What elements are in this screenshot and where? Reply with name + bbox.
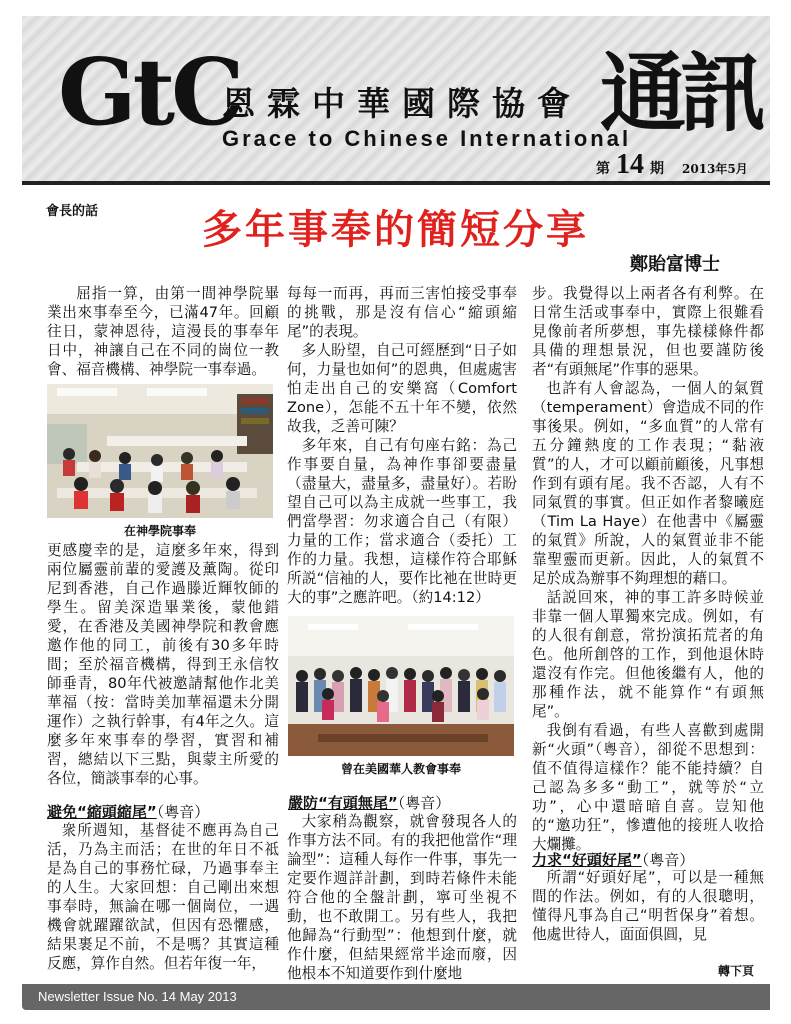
subheading-2 xyxy=(288,792,450,813)
article-headline: 多年事奉的簡短分享 xyxy=(202,207,589,253)
subheading-1 xyxy=(47,801,209,822)
seminary-classroom-photo-illustration xyxy=(47,384,273,518)
column-2-bottom xyxy=(287,812,517,983)
organization-chinese-name: 恩霖中華國際協會 xyxy=(222,84,582,123)
subheading-3-title: 力求“好頭好尾” xyxy=(532,851,642,869)
footer-bar xyxy=(22,984,770,1010)
continued-label: 轉下頁 xyxy=(718,964,755,978)
paragraph: 話説回來，神的事工許多時候並非靠一個人單獨來完成。例如，有的人很有創意，常扮演拓荒者的角色。他所創啓的工作，到他退休時還沒有作完。但他後繼有人，他的那種作法，就不能算作“有頭無尾”。 xyxy=(532,589,764,720)
column-1-bottom xyxy=(47,821,279,973)
organization-english-name: Grace to Chinese International xyxy=(222,126,632,151)
issue-date: 2013年5月 xyxy=(682,162,748,176)
paragraph: 衆所週知，基督徒不應再為自己活，乃為主而活；在世的年日不祗是為自己的事務忙碌，乃過事奉主的人生。大家回想：自己剛出來想事奉時，無論在哪一個崗位，一遇機會就躍躍欲試，但因有恐懼感，結果裹足不前，不是嗎？其實這種反應，算作自然。但若年復一年， xyxy=(47,822,279,972)
subheading-3-note: （粵音） xyxy=(641,851,695,869)
issue-prefix: 第 xyxy=(596,161,610,177)
church-group-photo xyxy=(288,616,514,756)
column-1-lower xyxy=(47,541,279,788)
subheading-1-title: 避免“縮頭縮尾” xyxy=(47,803,157,821)
subheading-2-title: 嚴防“有頭無尾” xyxy=(288,794,398,812)
paragraph: 更感慶幸的是，這麼多年來，得到兩位屬靈前輩的愛護及薰陶。從印尼到香港，自己作過滕近輝牧師的學生。留美深造畢業後，蒙他錯愛，在香港及美國神學院和教會應邀作他的同工，前後有30多年時間；至於福音機構，得到王永信牧師垂青，80年代被邀請幫他作北美華福（按：當時美加華福還未分開運作）之執行幹事，有4年之久。這麼多年來事奉的學習，實習和補習，總結以下三點，與蒙主所愛的各位，簡談事奉的心事。 xyxy=(47,542,279,787)
newsletter-title: 通訊 xyxy=(600,43,760,144)
subheading-3 xyxy=(532,849,694,870)
paragraph: 多年來，自己有句座右銘：為己作事要自量，為神作事卻要盡量（盡量大，盡量多，盡量好）。若盼望自己可以為主成就一些事工，我們當學習：勿求適合自己（有限）力量的工作；當求適合（委托）工作的力量。我想，這樣作符合耶穌所説“信袖的人，要作比衪在世時更大的事”之應許吧。（約14:12） xyxy=(287,437,517,606)
column-3-bottom xyxy=(532,868,764,944)
paragraph: 大家稍為觀察，就會發現各人的作事方法不同。有的我把他當作“理論型”：這種人每作一件事，事先一定要作週詳計劃，到時若條件未能符合他的全盤計劃，寧可坐視不動，也不敢開工。另有些人，我把他歸為“行動型”：他想到什麼，就作什麼，但結果經常半途而廢，因他根本不知道要作到什麼地 xyxy=(287,813,517,982)
column-2 xyxy=(287,284,517,607)
column-1 xyxy=(47,284,279,379)
paragraph: 我倒有看過，有些人喜歡到處開新“火頭”（粵音），卻從不思想到：值不值得這樣作？能不能持續？自己認為多多“動工”，就等於“立功”，心中還暗暗自喜。豈知他的“邀功狂”，慘遭他的接班人收拾大爛攤。 xyxy=(532,722,764,853)
issue-number: 14 xyxy=(616,149,644,180)
paragraph: 所謂“好頭好尾”，可以是一種無間的作法。例如，有的人很聰明，懂得凡事為自己“明哲保身”着想。他處世待人，面面俱圓，見 xyxy=(532,869,764,943)
paragraph: 每每一而再，再而三害怕接受事奉的挑戰，那是沒有信心“縮頭縮尾”的表現。 xyxy=(287,285,517,340)
footer-issue-text: Newsletter Issue No. 14 May 2013 xyxy=(38,989,237,1004)
section-label: 會長的話 xyxy=(46,204,99,219)
subheading-2-note: （粵音） xyxy=(397,794,451,812)
subheading-1-note: （粵音） xyxy=(156,803,210,821)
article-author: 鄭貽富博士 xyxy=(630,254,720,275)
masthead xyxy=(22,16,770,185)
paragraph: 步。我覺得以上兩者各有利弊。在日常生活或事奉中，實際上很難看見像前者所夢想，事先樣樣條件都具備的理想景況，但也要謹防後者“有頭無尾”作事的惡果。 xyxy=(532,285,764,378)
church-group-photo-illustration xyxy=(288,616,514,756)
gtc-logo: GtC xyxy=(58,38,241,146)
issue-info xyxy=(596,149,748,181)
paragraph: 多人盼望，自己可經歷到“日子如何，力量也如何”的恩典，但處處害怕走出自己的安樂窩（Comfort Zone），怎能不五十年不變，依然故我，乏善可陳？ xyxy=(287,342,517,435)
paragraph: 也許有人會認為，一個人的氣質（temperament）會造成不同的作事後果。例如，“多血質”的人常有五分鐘熱度的工作表現；“黏液質”的人，才可以顧前顧後，凡事想作到有頭有尾。我不否認，人有不同氣質的事實。但正如作者黎曦庭（Tim La Haye）在他書中《屬靈的氣質》所說，人的氣質並非不能靠聖靈而更新。因此，人的氣質不足於成為辦事不夠理想的藉口。 xyxy=(532,380,764,587)
photo-caption-church: 曾在美國華人教會事奉 xyxy=(340,762,461,776)
issue-suffix: 期 xyxy=(650,161,664,177)
photo-caption-seminary: 在神學院事奉 xyxy=(123,524,196,538)
paragraph: 屈指一算，由第一間神學院畢業出來事奉至今，已滿47年。回顧往日，蒙神恩待，這漫長的事奉年日中，神讓自己在不同的崗位一教會、福音機構、神學院一事奉過。 xyxy=(47,285,279,378)
column-3 xyxy=(532,284,764,854)
seminary-classroom-photo xyxy=(47,384,273,518)
